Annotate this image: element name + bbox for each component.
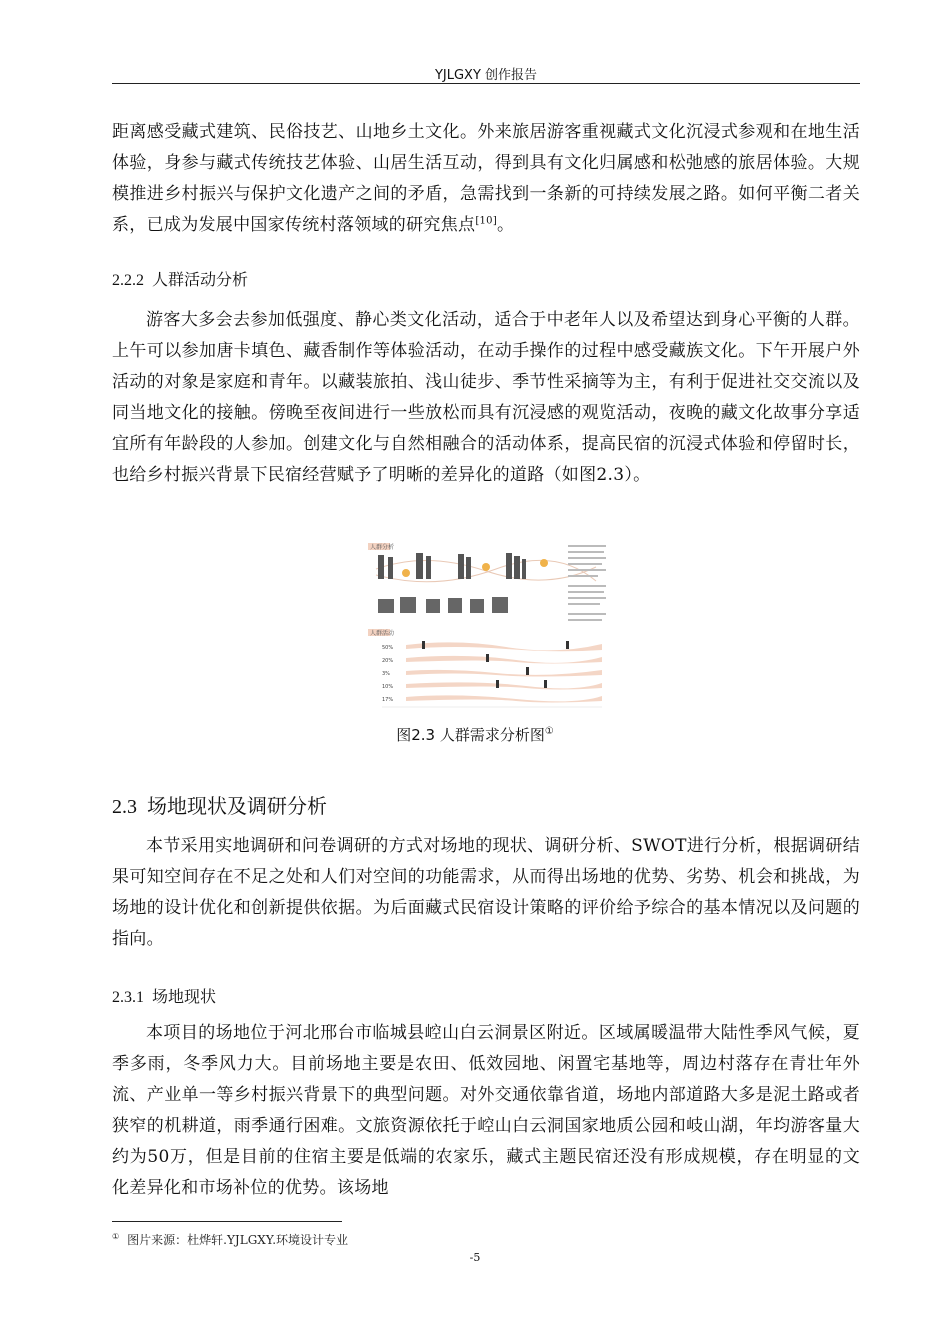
person [416,553,423,579]
photo [426,599,440,613]
row-percent: 3% [382,671,390,677]
caption-footnote-mark: ① [544,726,554,737]
text-line [568,569,606,571]
text-line [568,591,604,593]
dot [402,569,410,577]
figure-label-bottom: 人群活动 [370,630,395,637]
section-title: 场地现状 [152,987,217,1006]
band [406,670,602,677]
text-line [568,603,600,605]
activity-rows [382,645,393,703]
figure-graphic [366,541,612,713]
section-heading-2-3-1 [112,984,216,1007]
figure-mark [496,680,499,688]
text-line [568,551,604,553]
caption-text: 图2.3 人群需求分析图 [396,726,545,744]
band [406,642,602,651]
page-number: -5 [469,1251,481,1264]
person [388,557,393,579]
footnote [112,1231,348,1248]
section-number: 2.2.2 [112,272,144,289]
footnote-text: 图片来源：杜烨轩.YJLGXY.环境设计专业 [127,1233,349,1247]
person [458,554,464,579]
paragraph-1 [112,117,860,241]
footnote-mark: ① [112,1232,120,1241]
photo [448,598,462,613]
person [506,553,512,579]
text-line [568,575,598,577]
section-heading-2-3 [112,790,327,819]
photo [492,597,508,613]
crowd-analysis-figure [366,541,612,713]
row-percent: 10% [382,684,394,690]
text-line [568,557,606,559]
text-line [568,613,606,615]
person [378,555,384,579]
person [466,557,471,579]
section-number: 2.3 [112,796,137,818]
paragraph-3: 本节采用实地调研和问卷调研的方式对场地的现状、调研分析、SWOT进行分析，根据调研结果可知空间存在不足之处和人们对空间的功能需求，从而得出场地的优势、劣势、机会和挑战，为场地的设计优化和创新提供依据。为后面藏式民宿设计策略的评价给予综合的基本情况以及问题的指向。 [112,836,860,949]
row-percent: 20% [382,658,394,664]
activity-bands [406,642,602,702]
dot [540,559,548,567]
text-line [568,619,602,621]
person [522,559,526,579]
photo-thumbnails [378,597,508,613]
figure-label-top: 人群分析 [370,544,395,551]
section-heading-2-2-2 [112,267,248,290]
paragraph-1-text: 距离感受藏式建筑、民俗技艺、山地乡土文化。外来旅居游客重视藏式文化沉浸式参观和在地生活体验，身参与藏式传统技艺体验、山居生活互动，得到具有文化归属感和松弛感的旅居体验。大规模推进乡村振兴与保护文化遗产之间的矛盾，急需找到一条新的可持续发展之路。如何平衡二者关系，已成为发展中国家传统村落领域的研究焦点 [112,122,860,235]
figure-mark [422,641,425,649]
running-header: YJLGXY 创作报告 [434,68,538,83]
text-line [568,545,606,547]
figure-mark [566,641,569,649]
footnote-rule [112,1221,342,1222]
figure-caption [0,724,950,745]
figure-mark [486,654,489,662]
section-number: 2.3.1 [112,989,144,1006]
band [406,695,602,702]
row-percent: 50% [382,645,394,651]
paragraph-2: 游客大多会去参加低强度、静心类文化活动，适合于中老年人以及希望达到身心平衡的人群。上午可以参加唐卡填色、藏香制作等体验活动，在动手操作的过程中感受藏族文化。下午开展户外活动的对象是家庭和青年。以藏装旅拍、浅山徒步、季节性采摘等为主，有利于促进社交交流以及同当地文化的接触。傍晚至夜间进行一些放松而具有沉浸感的观览活动，夜晚的藏文化故事分享适宜所有年龄段的人参加。创建文化与自然相融合的活动体系，提高民宿的沉浸式体验和停留时长，也给乡村振兴背景下民宿经营赋予了明晰的差异化的道路（如图2.3）。 [112,310,860,485]
text-line [568,585,606,587]
dot [482,563,490,571]
person [514,556,520,579]
text-line [568,597,606,599]
photo [378,599,394,613]
header-rule [112,83,860,84]
band [406,656,602,664]
section-title: 人群活动分析 [152,270,249,289]
figure-mark [526,667,529,675]
paragraph-4: 本项目的场地位于河北邢台市临城县崆山白云洞景区附近。区域属暖温带大陆性季风气候，夏季多雨，冬季风力大。目前场地主要是农田、低效园地、闲置宅基地等，周边村落存在青壮年外流、产业单一等乡村振兴背景下的典型问题。对外交通依靠省道，场地内部道路大多是泥土路或者狭窄的机耕道，雨季通行困难。文旅资源依托于崆山白云洞国家地质公园和岐山湖，年均游客量大约为50万，但是目前的住宿主要是低端的农家乐，藏式主题民宿还没有形成规模，存在明显的文化差异化和市场补位的优势。该场地 [112,1023,860,1198]
text-block [568,545,606,621]
section-title: 场地现状及调研分析 [147,794,327,818]
text-line [568,563,602,565]
person [426,556,431,579]
photo [400,597,416,613]
figure-mark [544,680,547,688]
paragraph-1-end: 。 [497,215,515,235]
citation-ref: [10] [475,215,498,227]
row-percent: 17% [382,697,394,703]
photo [470,599,484,613]
band [406,682,602,689]
